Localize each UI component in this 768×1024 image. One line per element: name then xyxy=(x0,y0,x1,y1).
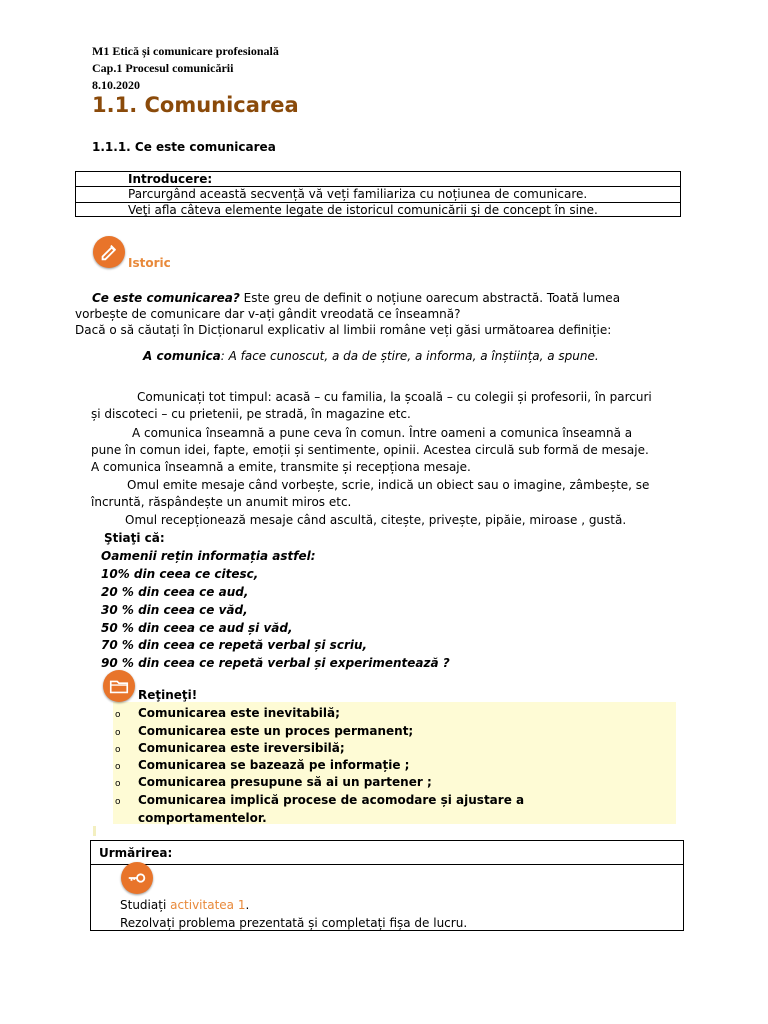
definition-term: A comunica xyxy=(143,349,221,363)
margin-marker xyxy=(93,826,96,836)
retineti-item: o Comunicarea este un proces permanent; xyxy=(115,724,414,738)
fact-item: 50 % din ceea ce aud și văd, xyxy=(101,621,293,635)
header-date: 8.10.2020 xyxy=(92,78,140,92)
para3-line-1: Omul emite mesaje când vorbește, scrie, indică un obiect sau o imagine, zâmbește, se xyxy=(127,478,650,492)
retineti-label: Reţineţi! xyxy=(138,688,198,702)
para4-line-1: Omul recepționează mesaje când ascultă, citește, privește, pipăie, miroase , gustă. xyxy=(125,513,627,527)
folder-icon xyxy=(103,670,135,702)
retineti-item: o Comunicarea este ireversibilă; xyxy=(115,741,345,755)
fact-item: 30 % din ceea ce văd, xyxy=(101,603,248,617)
definition-text: : A face cunoscut, a da de știre, a informa, a înștiința, a spune. xyxy=(220,349,599,363)
definition xyxy=(143,348,599,365)
para2-line-2: pune în comun idei, fapte, emoții și sentimente, opinii. Acestea circulă sub formă de mesaje. xyxy=(91,443,649,457)
para1-line-1: Comunicați tot timpul: acasă – cu familia, la școală – cu colegii și profesorii, în parcuri xyxy=(137,390,652,404)
facts-intro: Oamenii rețin informația astfel: xyxy=(101,549,316,563)
activitatea-link[interactable]: activitatea 1 xyxy=(170,898,246,912)
para2-line-1: A comunica înseamnă a pune ceva în comun. Între oameni a comunica înseamnă a xyxy=(132,426,633,440)
question-bold: Ce este comunicarea? xyxy=(92,291,240,305)
para2-line-3: A comunica înseamnă a emite, transmite și recepționa mesaje. xyxy=(91,460,471,474)
intro-box xyxy=(75,171,681,217)
istoric-label: Istoric xyxy=(128,256,171,270)
para3-line-2: încruntă, răspândește un anumit miros etc. xyxy=(91,495,352,509)
retineti-item: o Comunicarea implică procese de acomodare și ajustare a xyxy=(115,793,525,807)
urmarirea-line-1: Studiați activitatea 1. xyxy=(120,898,250,912)
pencil-icon xyxy=(93,236,125,268)
header-course: M1 Etică și comunicare profesională xyxy=(92,44,279,58)
header-chapter: Cap.1 Procesul comunicării xyxy=(92,61,234,75)
retineti-item: o Comunicarea presupune să ai un partener ; xyxy=(115,775,432,789)
question-line-1 xyxy=(92,290,620,307)
intro-line-1: Parcurgând această secvență vă veți familiariza cu noțiunea de comunicare. xyxy=(128,187,588,201)
retineti-item: o Comunicarea este inevitabilă; xyxy=(115,706,340,720)
question-rest: Este greu de definit o noțiune oarecum abstractă. Toată lumea xyxy=(239,291,621,305)
fact-item: 20 % din ceea ce aud, xyxy=(101,585,249,599)
facts-heading: Ştiaţi că: xyxy=(104,531,165,545)
question-line-2: vorbește de comunicare dar v-ați gândit vreodată ce înseamnă? xyxy=(75,307,461,321)
page-title: 1.1. Comunicarea xyxy=(92,93,299,117)
intro-line-2: Veţi afla câteva elemente legate de istoricul comunicării şi de concept în sine. xyxy=(128,203,598,217)
urmarirea-line-2: Rezolvați problema prezentată și completați fișa de lucru. xyxy=(120,916,468,930)
intro-label: Introducere: xyxy=(128,172,213,186)
section-subtitle: 1.1.1. Ce este comunicarea xyxy=(92,140,276,154)
retineti-item-continuation: comportamentelor. xyxy=(138,811,267,825)
fact-item: 70 % din ceea ce repetă verbal și scriu, xyxy=(101,638,368,652)
urmarirea-label: Urmărirea: xyxy=(99,846,173,860)
para1-line-2: și discoteci – cu prietenii, pe stradă, în magazine etc. xyxy=(91,407,411,421)
fact-item: 10% din ceea ce citesc, xyxy=(101,567,259,581)
dictionary-line: Dacă o să căutați în Dicționarul explicativ al limbii române veți găsi următoarea definiție: xyxy=(75,323,612,337)
key-icon xyxy=(121,862,153,894)
fact-item: 90 % din ceea ce repetă verbal și experimentează ? xyxy=(101,656,450,670)
retineti-item: o Comunicarea se bazează pe informație ; xyxy=(115,758,410,772)
